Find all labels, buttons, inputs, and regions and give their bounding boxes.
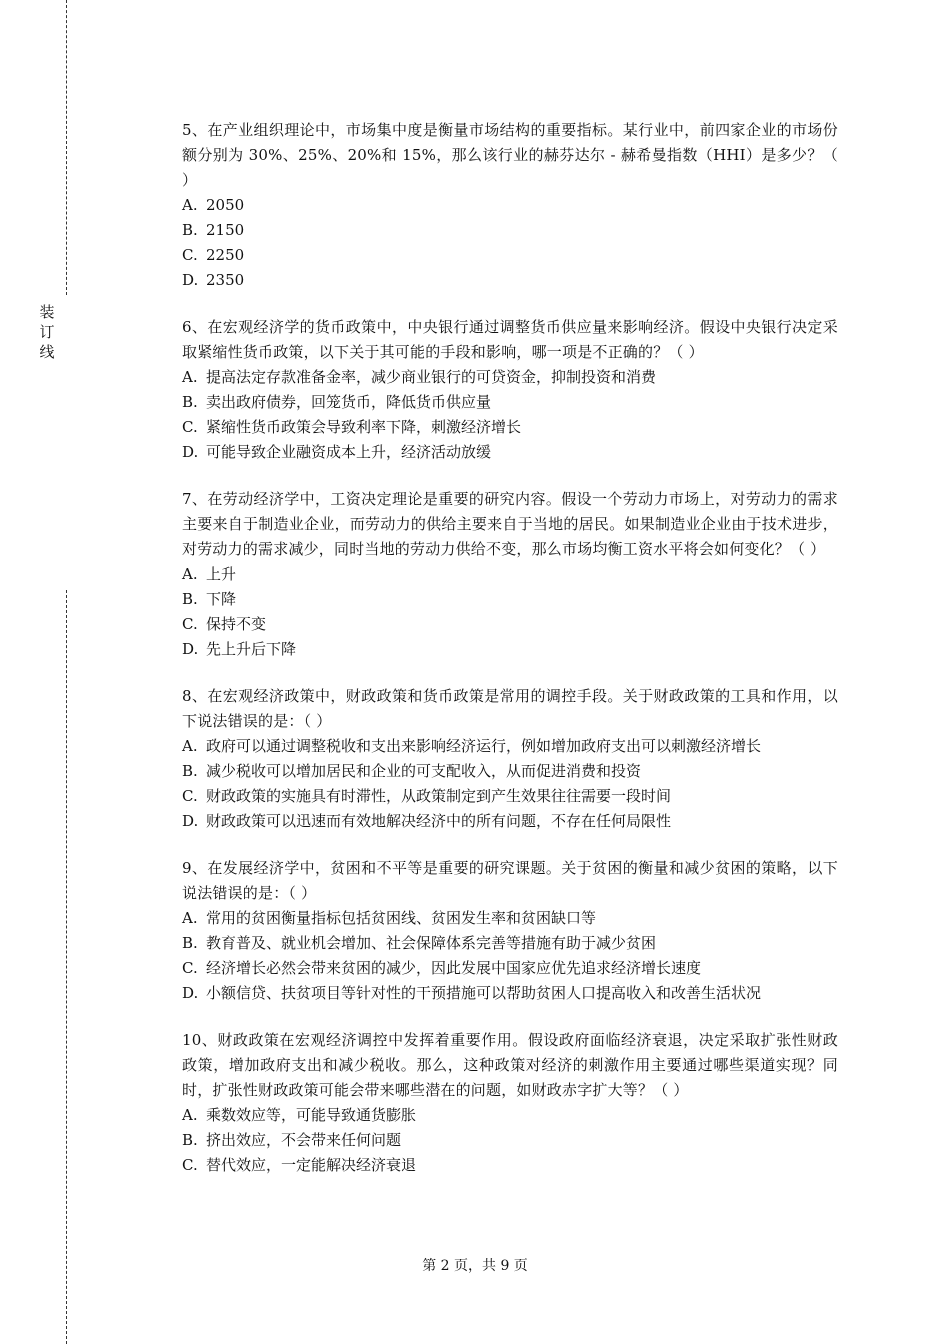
option-letter: A. xyxy=(182,368,198,386)
option-text: 财政政策可以迅速而有效地解决经济中的所有问题，不存在任何局限性 xyxy=(206,812,672,830)
option-letter: D. xyxy=(182,984,199,1002)
option-letter: D. xyxy=(182,640,199,658)
question-5 xyxy=(182,118,838,293)
binding-line-top xyxy=(66,0,67,295)
page-number: 第 2 页，共 9 页 xyxy=(422,1258,528,1274)
option-letter: B. xyxy=(182,762,198,780)
binding-label-char: 装 xyxy=(39,303,55,321)
option-a xyxy=(182,734,838,759)
option-letter: C. xyxy=(182,959,198,977)
binding-line-bottom xyxy=(66,590,67,1344)
option-text: 可能导致企业融资成本上升，经济活动放缓 xyxy=(206,443,492,461)
option-text: 政府可以通过调整税收和支出来影响经济运行，例如增加政府支出可以刺激经济增长 xyxy=(206,737,762,755)
question-stem: 7、在劳动经济学中，工资决定理论是重要的研究内容。假设一个劳动力市场上，对劳动力的需求主要来自于制造业企业，而劳动力的供给主要来自于当地的居民。如果制造业企业由于技术进步，对劳动力的需求减少，同时当地的劳动力供给不变，那么市场均衡工资水平将会如何变化？（ ） xyxy=(182,490,838,558)
option-letter: A. xyxy=(182,909,198,927)
option-text: 上升 xyxy=(206,565,237,583)
option-a xyxy=(182,193,838,218)
option-text: 常用的贫困衡量指标包括贫困线、贫困发生率和贫困缺口等 xyxy=(206,909,597,927)
option-b xyxy=(182,218,838,243)
option-a xyxy=(182,1103,838,1128)
question-7 xyxy=(182,487,838,662)
option-text: 教育普及、就业机会增加、社会保障体系完善等措施有助于减少贫困 xyxy=(206,934,657,952)
option-text: 财政政策的实施具有时滞性，从政策制定到产生效果往往需要一段时间 xyxy=(206,787,672,805)
option-text: 减少税收可以增加居民和企业的可支配收入，从而促进消费和投资 xyxy=(206,762,642,780)
option-c xyxy=(182,784,838,809)
option-d xyxy=(182,440,838,465)
question-stem: 5、在产业组织理论中，市场集中度是衡量市场结构的重要指标。某行业中，前四家企业的市场份额分别为 30%、25%、20%和 15%，那么该行业的赫芬达尔 - 赫希曼指数（HHI）是多少？（ ） xyxy=(182,121,838,189)
question-stem: 8、在宏观经济政策中，财政政策和货币政策是常用的调控手段。关于财政政策的工具和作用，以下说法错误的是：（ ） xyxy=(182,687,838,730)
option-letter: C. xyxy=(182,418,198,436)
option-c xyxy=(182,1153,838,1178)
question-6 xyxy=(182,315,838,465)
binding-label-char: 线 xyxy=(39,343,55,361)
option-text: 2250 xyxy=(206,246,245,264)
option-letter: B. xyxy=(182,1131,198,1149)
option-b xyxy=(182,390,838,415)
option-text: 紧缩性货币政策会导致利率下降，刺激经济增长 xyxy=(206,418,522,436)
binding-label-char: 订 xyxy=(39,323,55,341)
option-text: 替代效应，一定能解决经济衰退 xyxy=(206,1156,417,1174)
option-d xyxy=(182,981,838,1006)
option-b xyxy=(182,759,838,784)
option-d xyxy=(182,637,838,662)
option-d xyxy=(182,268,838,293)
option-letter: D. xyxy=(182,443,199,461)
option-letter: B. xyxy=(182,221,198,239)
option-c xyxy=(182,612,838,637)
question-9 xyxy=(182,856,838,1006)
question-8 xyxy=(182,684,838,834)
option-text: 卖出政府债券，回笼货币，降低货币供应量 xyxy=(206,393,492,411)
option-d xyxy=(182,809,838,834)
option-c xyxy=(182,243,838,268)
option-text: 挤出效应，不会带来任何问题 xyxy=(206,1131,402,1149)
option-letter: D. xyxy=(182,271,199,289)
option-text: 小额信贷、扶贫项目等针对性的干预措施可以帮助贫困人口提高收入和改善生活状况 xyxy=(206,984,762,1002)
option-letter: B. xyxy=(182,393,198,411)
option-c xyxy=(182,956,838,981)
option-a xyxy=(182,906,838,931)
option-b xyxy=(182,587,838,612)
question-stem: 6、在宏观经济学的货币政策中，中央银行通过调整货币供应量来影响经济。假设中央银行决定采取紧缩性货币政策，以下关于其可能的手段和影响，哪一项是不正确的？（ ） xyxy=(182,318,838,361)
question-10 xyxy=(182,1028,838,1178)
option-text: 2350 xyxy=(206,271,245,289)
option-letter: B. xyxy=(182,934,198,952)
option-text: 提高法定存款准备金率，减少商业银行的可贷资金，抑制投资和消费 xyxy=(206,368,657,386)
option-a xyxy=(182,562,838,587)
binding-label xyxy=(37,302,57,362)
option-letter: A. xyxy=(182,565,198,583)
option-letter: A. xyxy=(182,196,198,214)
option-b xyxy=(182,1128,838,1153)
option-text: 2150 xyxy=(206,221,245,239)
question-list xyxy=(182,118,838,1200)
question-stem: 9、在发展经济学中，贫困和不平等是重要的研究课题。关于贫困的衡量和减少贫困的策略，以下说法错误的是：（ ） xyxy=(182,859,838,902)
option-letter: B. xyxy=(182,590,198,608)
option-letter: C. xyxy=(182,246,198,264)
option-text: 先上升后下降 xyxy=(206,640,297,658)
question-stem: 10、财政政策在宏观经济调控中发挥着重要作用。假设政府面临经济衰退，决定采取扩张性财政政策，增加政府支出和减少税收。那么，这种政策对经济的刺激作用主要通过哪些渠道实现？同时，扩张性财政政策可能会带来哪些潜在的问题，如财政赤字扩大等？（ ） xyxy=(182,1031,838,1099)
option-text: 下降 xyxy=(206,590,237,608)
option-a xyxy=(182,365,838,390)
option-text: 经济增长必然会带来贫困的减少，因此发展中国家应优先追求经济增长速度 xyxy=(206,959,702,977)
option-letter: D. xyxy=(182,812,199,830)
option-letter: A. xyxy=(182,737,198,755)
option-c xyxy=(182,415,838,440)
option-b xyxy=(182,931,838,956)
option-letter: C. xyxy=(182,615,198,633)
option-text: 保持不变 xyxy=(206,615,267,633)
option-text: 乘数效应等，可能导致通货膨胀 xyxy=(206,1106,417,1124)
option-letter: C. xyxy=(182,1156,198,1174)
option-letter: C. xyxy=(182,787,198,805)
option-letter: A. xyxy=(182,1106,198,1124)
option-text: 2050 xyxy=(206,196,245,214)
